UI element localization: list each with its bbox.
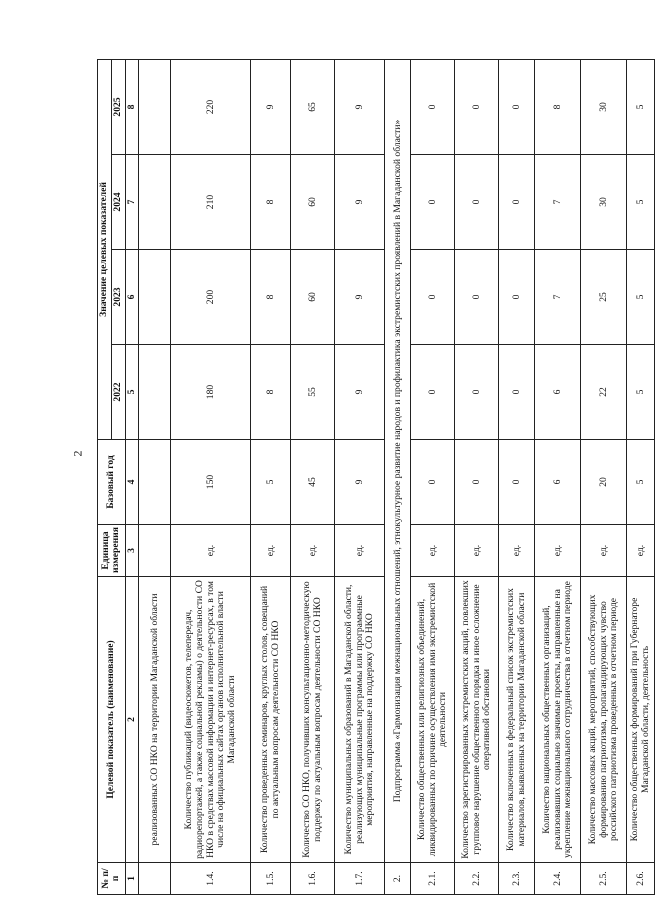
header-unit: Единица измерения: [98, 525, 126, 577]
year-value-cell: [139, 59, 171, 154]
year-value-cell: 30: [581, 59, 627, 154]
year-value-cell: 8: [535, 59, 581, 154]
year-value-cell: 220: [171, 59, 251, 154]
row-number-cell: 1.6.: [291, 863, 335, 895]
year-value-cell: 7: [535, 155, 581, 250]
indicator-name-cell: Количество зарегистрированных экстремистских акций, повлекших групповое нарушение общественного порядка и иное осложнение оперативной обстановки: [455, 577, 499, 863]
year-value-cell: 0: [499, 345, 535, 440]
table-row: [535, 59, 581, 894]
year-value-cell: 30: [581, 155, 627, 250]
unit-cell: ед.: [455, 525, 499, 577]
indicator-name-cell: реализованных СО НКО на территории Магаданской области: [139, 577, 171, 863]
table-body: [139, 59, 655, 894]
header-year: 2025: [112, 59, 126, 154]
year-value-cell: 180: [171, 345, 251, 440]
year-value-cell: 0: [499, 155, 535, 250]
indicator-name-cell: Количество общественных или религиозных объединений, ликвидированных по причине осуществления ими экстремистской деятельности: [411, 577, 455, 863]
unit-cell: ед.: [627, 525, 655, 577]
year-value-cell: 9: [335, 250, 385, 345]
indicator-name-cell: Количество включенных в федеральный список экстремистских материалов, выявленных на территории Магаданской области: [499, 577, 535, 863]
table-row: [171, 59, 251, 894]
unit-cell: ед.: [581, 525, 627, 577]
year-value-cell: 5: [627, 59, 655, 154]
row-number-cell: 2.5.: [581, 863, 627, 895]
unit-cell: ед.: [535, 525, 581, 577]
base-year-cell: 0: [499, 440, 535, 525]
base-year-cell: 9: [335, 440, 385, 525]
column-index-row: [125, 59, 139, 894]
year-value-cell: 60: [291, 250, 335, 345]
year-value-cell: 60: [291, 155, 335, 250]
year-value-cell: 9: [335, 345, 385, 440]
indicator-name-cell: Количество массовых акций, мероприятий, способствующих формированию патриотизма, пропагандирующих чувство российского патриотизма проведенных в отчетном периоде: [581, 577, 627, 863]
column-index-cell: 3: [125, 525, 139, 577]
row-number-cell: 2.1.: [411, 863, 455, 895]
year-value-cell: 7: [535, 250, 581, 345]
column-index-cell: 7: [125, 155, 139, 250]
header-year: 2024: [112, 155, 126, 250]
column-index-cell: 8: [125, 59, 139, 154]
row-number-cell: 2.4.: [535, 863, 581, 895]
base-year-cell: 20: [581, 440, 627, 525]
table-row: [455, 59, 499, 894]
row-number-cell: 2.2.: [455, 863, 499, 895]
indicator-name-cell: Количество общественных формирований при Губернаторе Магаданской области, деятельность: [627, 577, 655, 863]
column-index-cell: 1: [125, 863, 139, 895]
base-year-cell: 150: [171, 440, 251, 525]
year-value-cell: 0: [411, 250, 455, 345]
year-value-cell: 6: [535, 345, 581, 440]
year-value-cell: 200: [171, 250, 251, 345]
unit-cell: ед.: [171, 525, 251, 577]
header-num: № п/п: [98, 863, 126, 895]
base-year-cell: 45: [291, 440, 335, 525]
year-value-cell: 0: [499, 250, 535, 345]
table-row: [251, 59, 291, 894]
unit-cell: ед.: [251, 525, 291, 577]
base-year-cell: 5: [627, 440, 655, 525]
row-number-cell: 2.6.: [627, 863, 655, 895]
table-container: [97, 60, 651, 895]
year-value-cell: 5: [627, 250, 655, 345]
unit-cell: ед.: [499, 525, 535, 577]
year-value-cell: 0: [499, 59, 535, 154]
indicator-name-cell: Количество СО НКО, получивших консультационно-методическую поддержку по актуальным вопросам деятельности СО НКО: [291, 577, 335, 863]
year-value-cell: 8: [251, 345, 291, 440]
base-year-cell: 0: [411, 440, 455, 525]
year-value-cell: 0: [455, 59, 499, 154]
table-row: [411, 59, 455, 894]
year-value-cell: 9: [335, 59, 385, 154]
column-index-cell: 6: [125, 250, 139, 345]
base-year-cell: 5: [251, 440, 291, 525]
year-value-cell: 0: [411, 155, 455, 250]
unit-cell: ед.: [291, 525, 335, 577]
row-number-cell: 2.3.: [499, 863, 535, 895]
base-year-cell: 6: [535, 440, 581, 525]
column-index-cell: 2: [125, 577, 139, 863]
year-value-cell: 0: [455, 250, 499, 345]
year-value-cell: 0: [411, 345, 455, 440]
header-year: 2022: [112, 345, 126, 440]
table-row: [385, 59, 411, 894]
indicator-name-cell: Количество публикаций (видеосюжетов, телепередач, радиорепортажей, а также социальной рекламы) о деятельности СО НКО в средствах массовой информации и интернет-ресурсах, в том числе на официальных сайтах органов исполнительной власти Магаданской области: [171, 577, 251, 863]
row-number-cell: [139, 863, 171, 895]
unit-cell: ед.: [411, 525, 455, 577]
year-value-cell: 22: [581, 345, 627, 440]
year-value-cell: 0: [455, 155, 499, 250]
table-row: [139, 59, 171, 894]
rotated-table-area: [97, 60, 651, 895]
row-number-cell: 1.4.: [171, 863, 251, 895]
table-row: [627, 59, 655, 894]
table-row: [499, 59, 535, 894]
header-year: 2023: [112, 250, 126, 345]
unit-cell: ед.: [335, 525, 385, 577]
year-value-cell: 9: [251, 59, 291, 154]
header-values-group: Значение целевых показателей: [98, 59, 112, 439]
row-number-cell: 1.5.: [251, 863, 291, 895]
year-value-cell: 55: [291, 345, 335, 440]
year-value-cell: 0: [455, 345, 499, 440]
column-index-cell: 5: [125, 345, 139, 440]
year-value-cell: 8: [251, 250, 291, 345]
header-base-year: Базовый год: [98, 440, 126, 525]
base-year-cell: 0: [455, 440, 499, 525]
row-number-cell: 1.7.: [335, 863, 385, 895]
table-row: [581, 59, 627, 894]
year-value-cell: 210: [171, 155, 251, 250]
header-indicator: Целевой показатель (наименование): [98, 577, 126, 863]
table-row: [335, 59, 385, 894]
page-number: 2: [70, 450, 85, 457]
year-value-cell: 5: [627, 155, 655, 250]
year-value-cell: 9: [335, 155, 385, 250]
year-value-cell: [139, 155, 171, 250]
year-value-cell: 65: [291, 59, 335, 154]
indicator-name-cell: Количество проведенных семинаров, круглых столов, совещаний по актуальным вопросам деятельности СО НКО: [251, 577, 291, 863]
table-row: [291, 59, 335, 894]
base-year-cell: [139, 440, 171, 525]
indicator-name-cell: Количество национальных общественных организаций, реализовавших социально значимые проекты, направленные на укрепление межнационального сотрудничества в отчетном периоде: [535, 577, 581, 863]
year-value-cell: 5: [627, 345, 655, 440]
year-value-cell: 8: [251, 155, 291, 250]
subprogram-title-cell: Подпрограмма «Гармонизация межнациональных отношений, этнокультурное развитие народов и профилактика экстремистских проявлений в Магаданской области»: [385, 59, 411, 862]
year-value-cell: 25: [581, 250, 627, 345]
indicators-table: [97, 59, 655, 895]
unit-cell: [139, 525, 171, 577]
year-value-cell: [139, 345, 171, 440]
year-value-cell: [139, 250, 171, 345]
column-index-cell: 4: [125, 440, 139, 525]
indicator-name-cell: Количество муниципальных образований в Магаданской области, реализующих муниципальные программы или программные мероприятия, направленные на поддержку СО НКО: [335, 577, 385, 863]
row-number-cell: 2.: [385, 863, 411, 895]
year-value-cell: 0: [411, 59, 455, 154]
